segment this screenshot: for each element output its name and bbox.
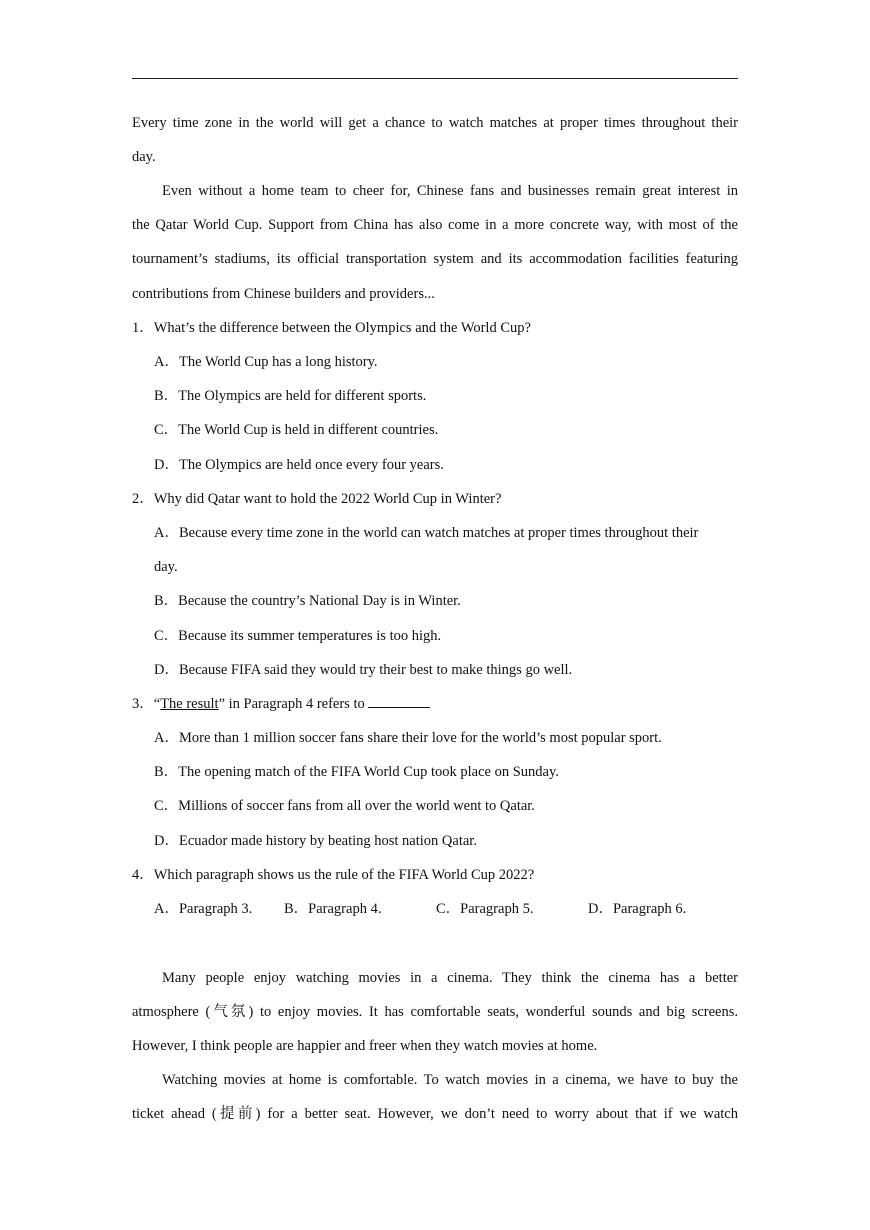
- passage2-line: Watching movies at home is comfortable. To watch movies in a cinema, we have to buy the: [162, 1072, 738, 1088]
- question-4-option-c: C．Paragraph 5.: [436, 901, 534, 917]
- question-3-stem-suffix: ” in Paragraph 4 refers to: [218, 696, 365, 712]
- passage1-line: Every time zone in the world will get a chance to watch matches at proper times throughout their: [132, 115, 738, 131]
- question-1-option-d: D．The Olympics are held once every four years.: [154, 457, 444, 473]
- question-1-stem: 1．What’s the difference between the Olympics and the World Cup?: [132, 320, 531, 336]
- question-1-option-c: C．The World Cup is held in different countries.: [154, 422, 439, 438]
- question-3-option-a: A．More than 1 million soccer fans share their love for the world’s most popular sport.: [154, 730, 662, 746]
- question-2-option-a-cont: day.: [154, 559, 178, 575]
- question-3-stem: [132, 694, 738, 714]
- passage2-line: However, I think people are happier and freer when they watch movies at home.: [132, 1038, 598, 1054]
- passage2-line: atmosphere (气氛) to enjoy movies. It has comfortable seats, wonderful sounds and big screens.: [132, 1004, 738, 1020]
- question-4-option-b: B．Paragraph 4.: [284, 901, 382, 917]
- question-1-option-a: A．The World Cup has a long history.: [154, 354, 378, 370]
- question-2-stem: 2．Why did Qatar want to hold the 2022 World Cup in Winter?: [132, 491, 502, 507]
- question-3-underlined-phrase: The result: [160, 696, 219, 712]
- question-2-option-b: B．Because the country’s National Day is in Winter.: [154, 593, 461, 609]
- question-4-option-d: D．Paragraph 6.: [588, 901, 687, 917]
- answer-blank: [368, 694, 430, 708]
- passage2-line: ticket ahead (提前) for a better seat. However, we don’t need to worry about that if we watch: [132, 1106, 738, 1122]
- question-3-stem-prefix: 3．“: [132, 696, 161, 712]
- question-4-option-a: A．Paragraph 3.: [154, 901, 253, 917]
- passage1-line: Even without a home team to cheer for, Chinese fans and businesses remain great interest in: [162, 183, 738, 199]
- question-3-option-c: C．Millions of soccer fans from all over the world went to Qatar.: [154, 798, 535, 814]
- question-1-option-b: B．The Olympics are held for different sports.: [154, 388, 427, 404]
- passage1-line: the Qatar World Cup. Support from China has also come in a more concrete way, with most of the: [132, 217, 738, 233]
- passage1-line: contributions from Chinese builders and providers...: [132, 286, 435, 302]
- passage1-line: day.: [132, 149, 156, 165]
- question-4-stem: 4．Which paragraph shows us the rule of the FIFA World Cup 2022?: [132, 867, 535, 883]
- passage2-line: Many people enjoy watching movies in a cinema. They think the cinema has a better: [162, 970, 738, 986]
- question-2-option-a: A．Because every time zone in the world can watch matches at proper times throughout their: [154, 525, 699, 541]
- question-2-option-d: D．Because FIFA said they would try their best to make things go well.: [154, 662, 573, 678]
- header-rule: [132, 78, 738, 79]
- question-2-option-c: C．Because its summer temperatures is too high.: [154, 628, 442, 644]
- question-3-option-b: B．The opening match of the FIFA World Cup took place on Sunday.: [154, 764, 559, 780]
- question-3-option-d: D．Ecuador made history by beating host nation Qatar.: [154, 833, 477, 849]
- passage1-line: tournament’s stadiums, its official transportation system and its accommodation facilities featuring: [132, 251, 738, 267]
